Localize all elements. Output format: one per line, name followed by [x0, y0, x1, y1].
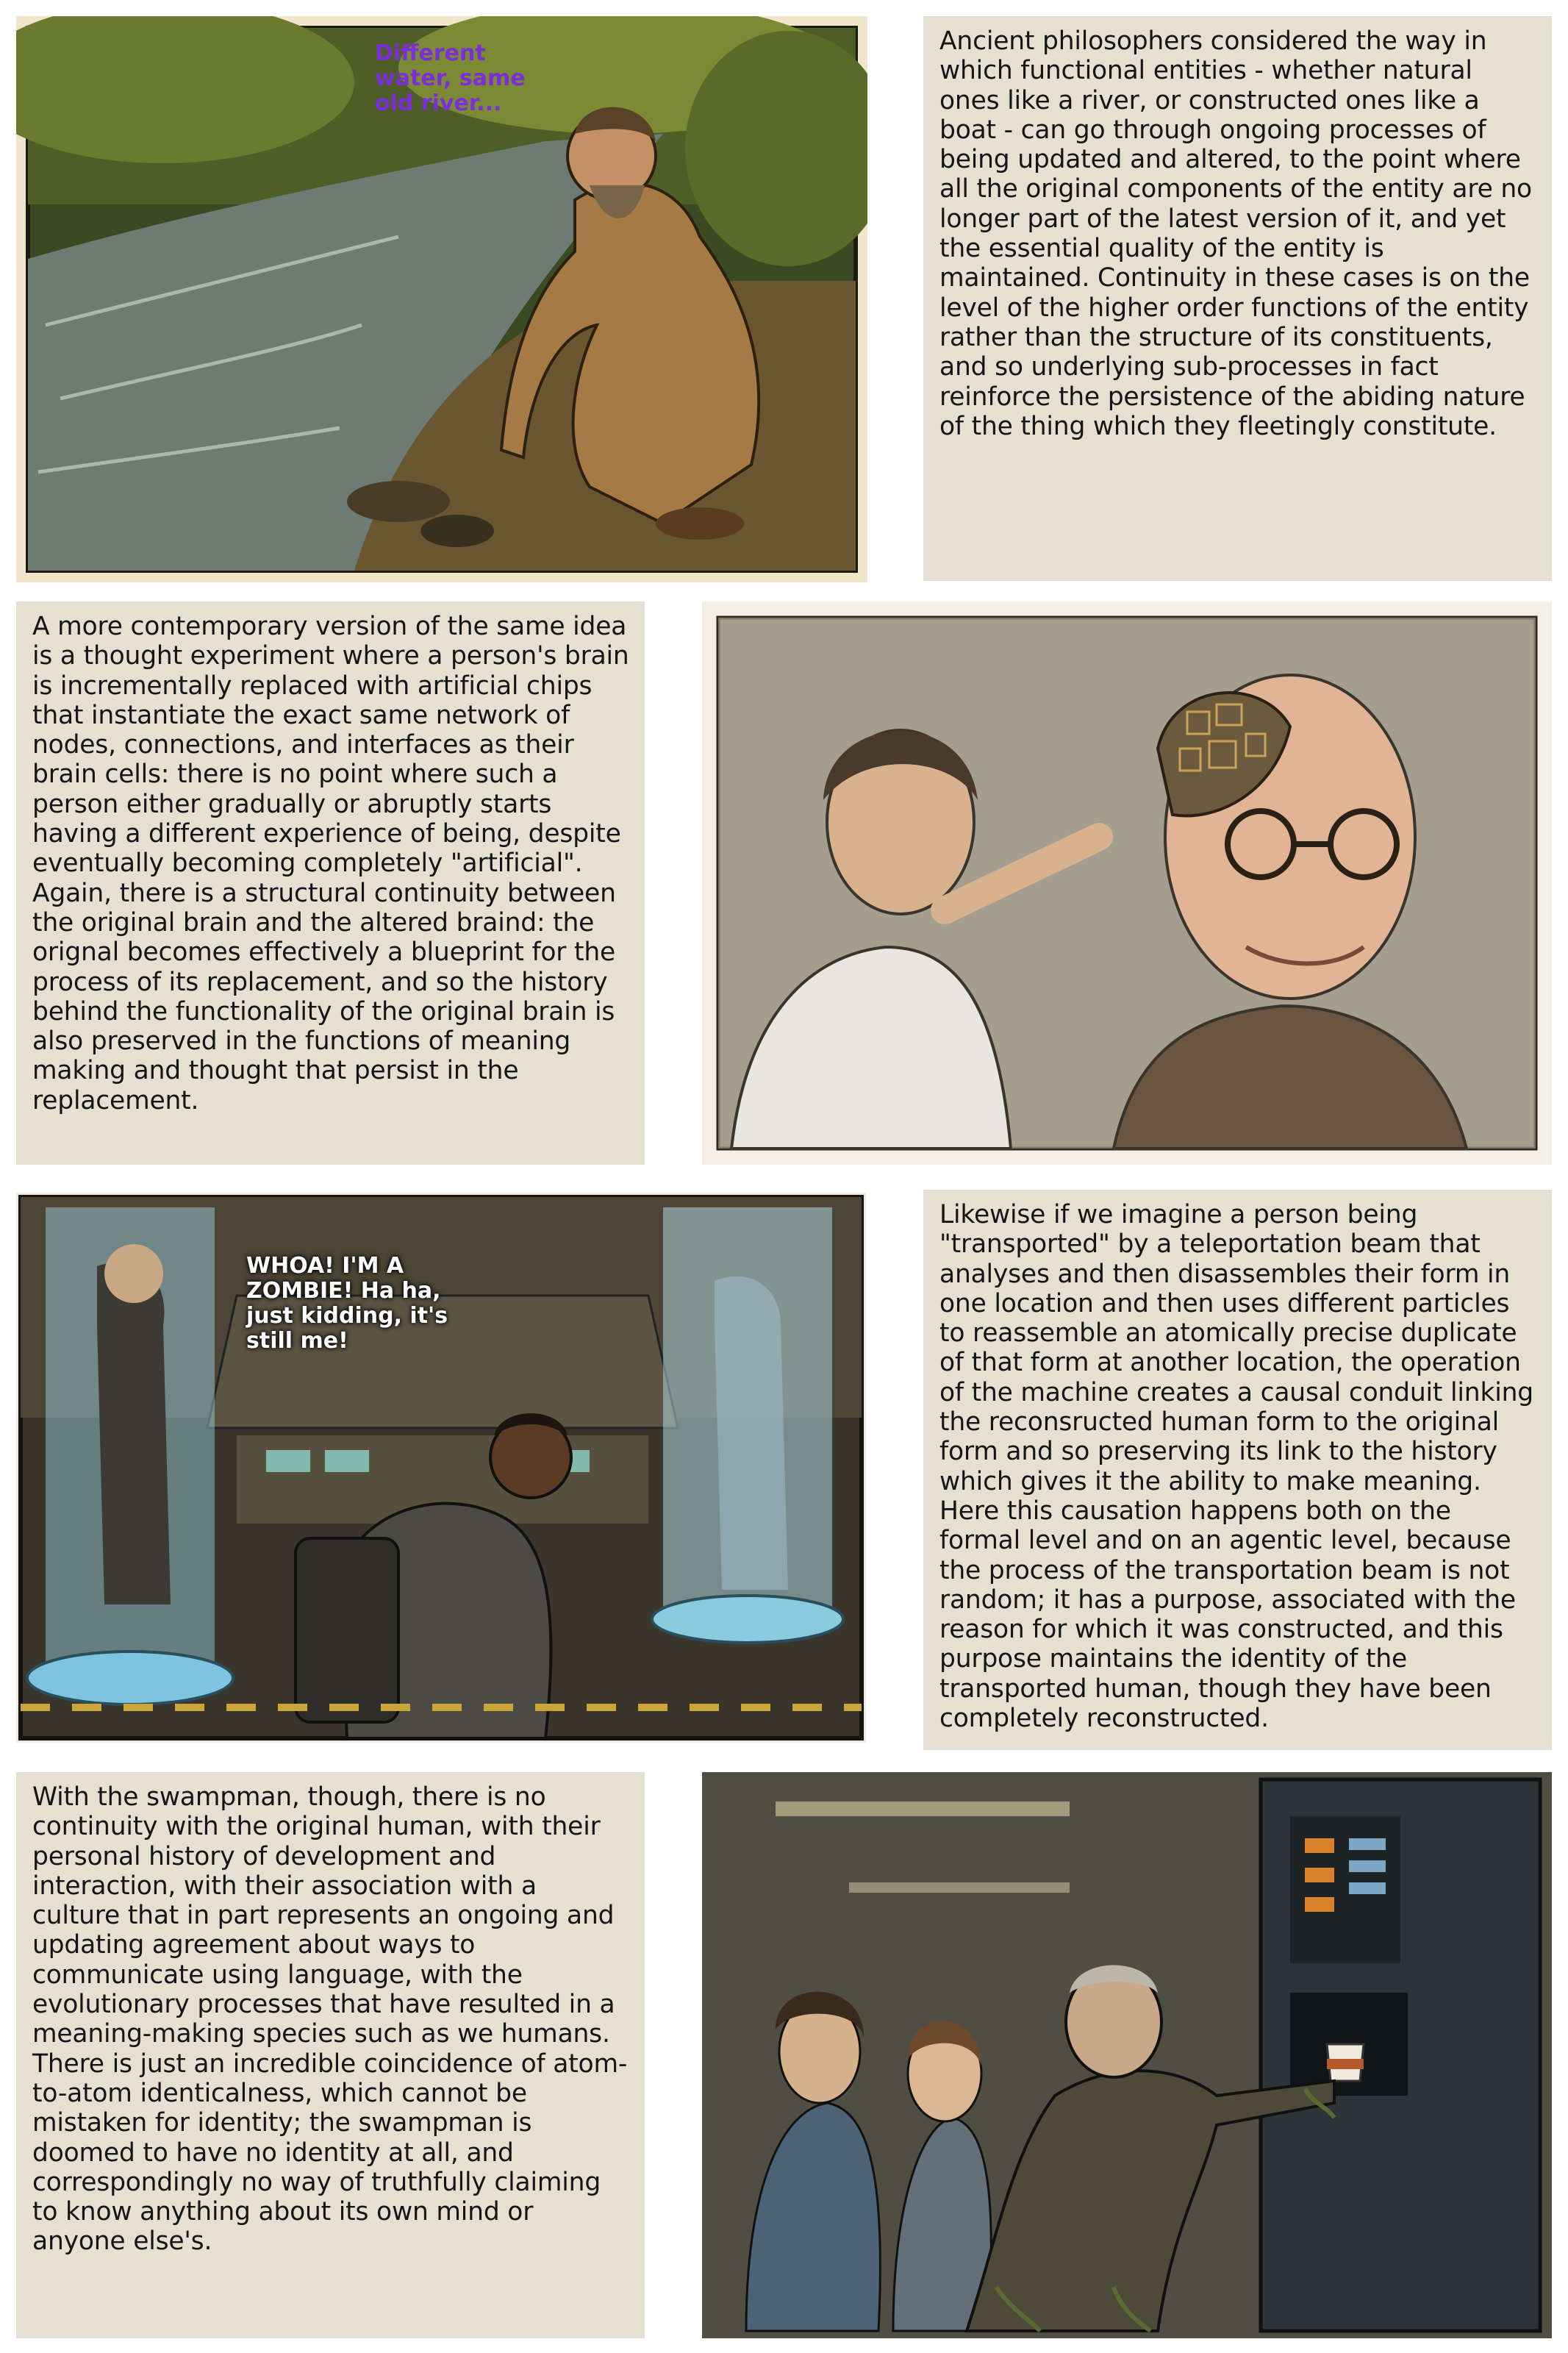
- river-text: Ancient philosophers considered the way in which functional entities - whether natural ones like a river, or constructed ones like a boat - can go through ongoing processes of being updated and altered, to the point where all the original components of the entity are no longer part of the latest version of it, and yet the essential quality of the entity is maintained. Continuity in these cases is on the level of the higher order functions of the entity rather than the structure of its constituents, and so underlying sub-processes in fact reinforce the persistence of the abiding nature of the thing which they fleetingly constitute.: [939, 26, 1532, 441]
- teleport-text-box: [923, 1190, 1552, 1750]
- brain-text-box: [16, 601, 645, 1165]
- brain-scene-graphic: [702, 601, 1552, 1165]
- brain-illustration: [702, 601, 1552, 1165]
- swampman-text-box: [16, 1772, 645, 2338]
- brain-text: A more contemporary version of the same idea is a thought experiment where a person's brain is incrementally replaced with artificial chips that instantiate the exact same network of nodes, connections, and interfaces as their brain cells: there is no point where such a person either gradually or abruptly starts having a different experience of being, despite eventually becoming completely "artificial". Again, there is a structural continuity between the original brain and the altered braind: the orignal becomes effectively a blueprint for the process of its replacement, and so the history behind the functionality of the original brain is also preserved in the functions of meaning making and thought that persist in the replacement.: [32, 612, 629, 1115]
- swampman-text: With the swampman, though, there is no continuity with the original human, with their personal history of development and interaction, with their association with a culture that in part represents an ongoing and updating agreement about ways to communicate using language, with the evolutionary processes that have resulted in a meaning-making species such as we humans. There is just an incredible coincidence of atom-to-atom identicalness, which cannot be mistaken for identity; the swampman is doomed to have no identity at all, and correspondingly no way of truthfully claiming to know anything about its own mind or anyone else's.: [32, 1782, 628, 2257]
- teleport-speech-bubble: WHOA! I'M A ZOMBIE! Ha ha, just kidding, it's still me!: [246, 1253, 448, 1354]
- river-speech-bubble: Different water, same old river...: [375, 40, 526, 116]
- teleport-text: Likewise if we imagine a person being "transported" by a teleportation beam that analyses and then disassembles their form in one location and then uses different particles to reassemble an atomically precise duplicate of that form at another location, the operation of the machine creates a causal conduit linking the reconsructed human form to the original form and so preserving its link to the history which gives it the ability to make meaning. Here this causation happens both on the formal level and on an agentic level, because the process of the transportation beam is not random; it has a purpose, associated with the reason for which it was constructed, and this purpose maintains the identity of the transported human, though they have been completely reconstructed.: [939, 1200, 1533, 1734]
- river-text-box: [923, 16, 1552, 581]
- swampman-illustration: [702, 1772, 1552, 2338]
- swampman-scene-graphic: [702, 1772, 1552, 2338]
